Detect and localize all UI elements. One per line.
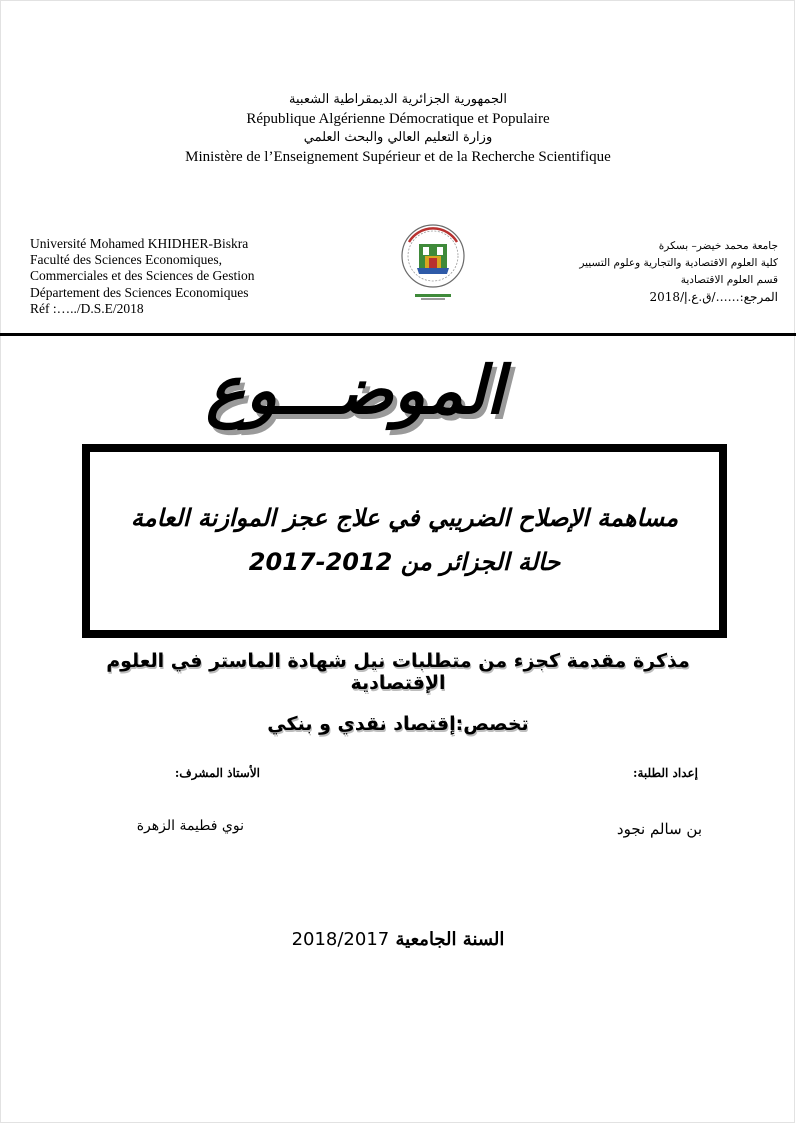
subject-heading: الموضـــوع (205, 352, 505, 429)
specialty: تخصص:إقتصاد نقدي و بنكي (267, 713, 529, 735)
header-divider (0, 333, 796, 336)
department-ar: قسم العلوم الاقتصادية (680, 274, 778, 286)
reference-fr: Réf :…../D.S.E/2018 (30, 300, 144, 316)
supervisor-name: نوي فطيمة الزهرة (136, 818, 244, 834)
academic-year (200, 929, 596, 950)
student-name: بن سالم نجود (616, 820, 702, 838)
academic-year-label: السنة الجامعية (395, 929, 505, 950)
faculty-fr-line2: Commerciales et des Sciences de Gestion (30, 268, 255, 284)
academic-year-value: 2018/2017 (291, 929, 390, 950)
thesis-title: مساهمة الإصلاح الضريبي في علاج عجز الموازنة العامة (130, 504, 679, 532)
republic-ar: الجمهورية الجزائرية الديمقراطية الشعبية (289, 92, 507, 107)
ministry-fr: Ministère de l’Enseignement Supérieur et de la Recherche Scientifique (185, 149, 611, 165)
thesis-title-box (82, 444, 727, 638)
students-label: إعداد الطلبة: (633, 766, 698, 780)
university-info-ar (478, 238, 778, 306)
university-info-fr (30, 236, 320, 317)
thesis-subtitle: حالة الجزائر من 2012-2017 (248, 548, 561, 576)
memo-description: مذكرة مقدمة كجزء من متطلبات نيل شهادة الماستر في العلوم الإقتصادية (106, 650, 690, 694)
university-name-fr: Université Mohamed KHIDHER-Biskra (30, 236, 249, 251)
university-name-ar: جامعة محمد خيضر– بسكرة (658, 240, 778, 252)
department-fr: Département des Sciences Economiques (30, 284, 249, 300)
faculty-fr-line1: Faculté des Sciences Economiques, (30, 252, 222, 268)
reference-ar: المرجع:……/ق.ع.إ/2018 (649, 290, 778, 304)
ministry-ar: وزارة التعليم العالي والبحث العلمي (303, 130, 493, 145)
republic-fr: République Algérienne Démocratique et Populaire (246, 111, 550, 127)
university-seal-icon (399, 222, 467, 304)
supervisor-label: الأستاذ المشرف: (174, 766, 260, 780)
faculty-ar: كلية العلوم الاقتصادية والتجارية وعلوم التسيير (579, 257, 778, 269)
